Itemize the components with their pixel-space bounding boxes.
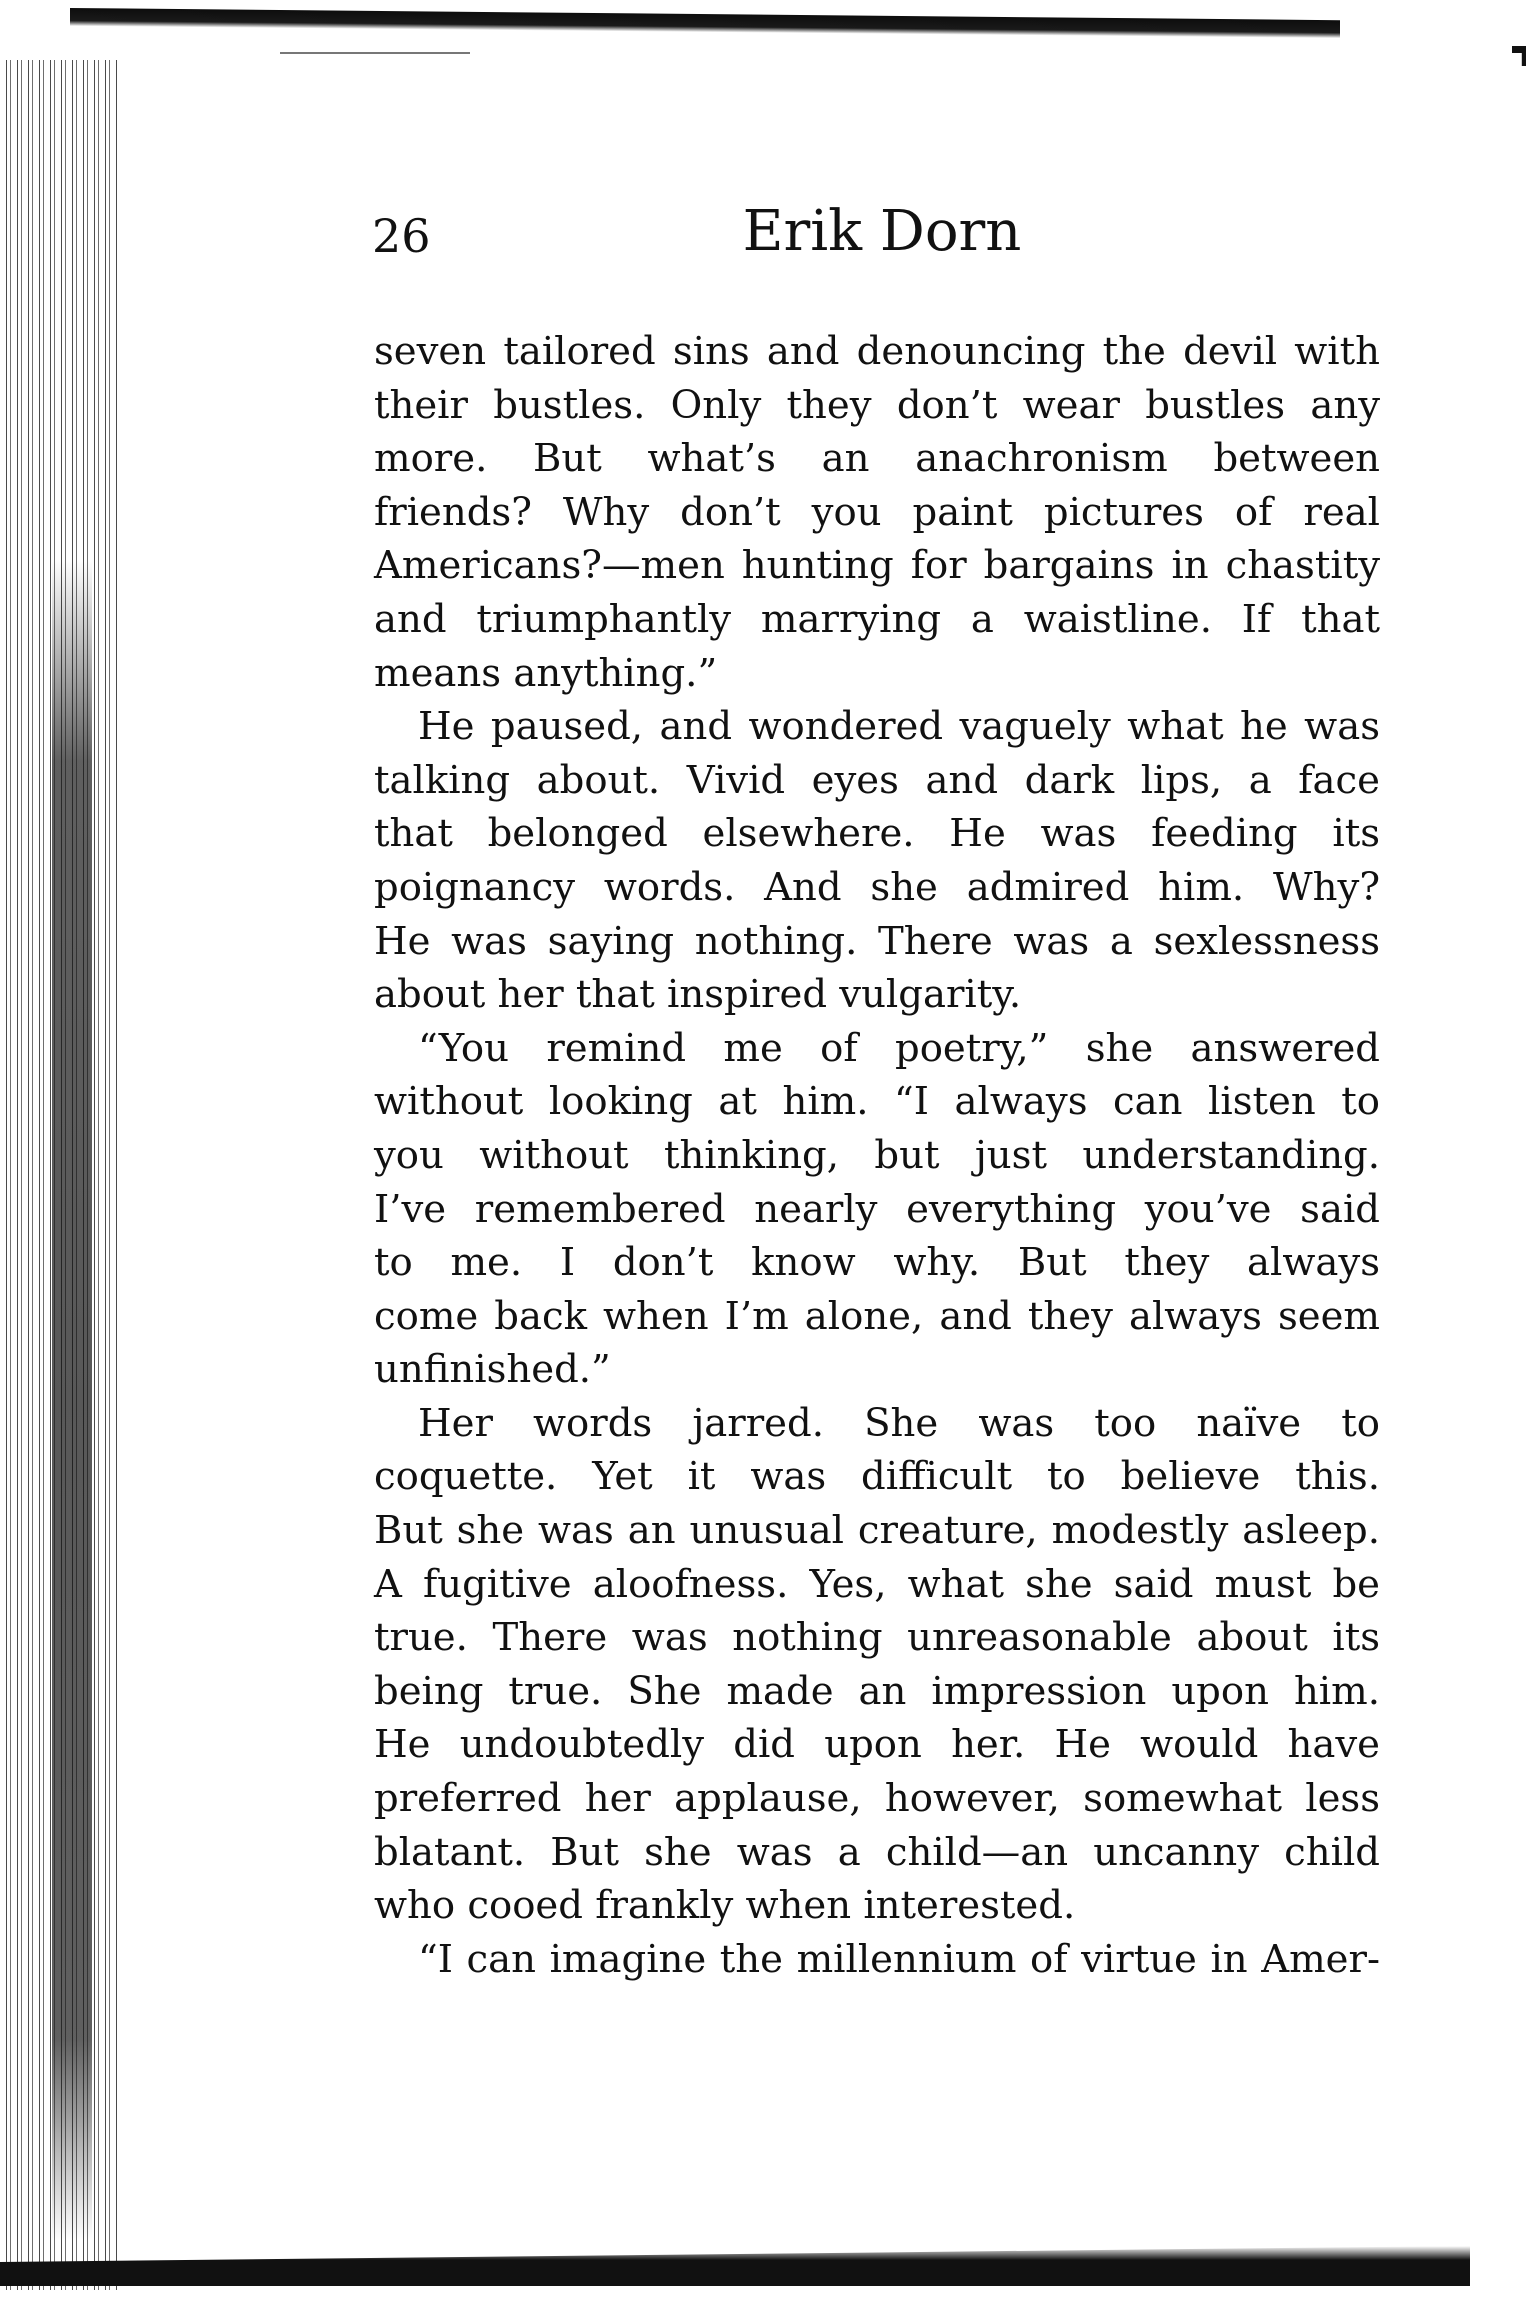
text-line: you without thinking, but just understanding. — [374, 1132, 1380, 1178]
text-line: He paused, and wondered vaguely what he was — [418, 704, 1380, 750]
text-line: He undoubtedly did upon her. He would have — [374, 1722, 1380, 1768]
scan-top-rule — [70, 8, 1340, 38]
text-line: But she was an unusual creature, modestly asleep. — [374, 1508, 1380, 1554]
scan-bottom-rule — [0, 2246, 1470, 2286]
text-line: poignancy words. And she admired him. Why? — [374, 864, 1380, 910]
text-line: come back when I’m alone, and they always seem — [374, 1293, 1380, 1339]
text-line: preferred her applause, however, somewhat less — [374, 1776, 1380, 1822]
scan-artifact-line — [280, 52, 470, 54]
text-line: coquette. Yet it was difficult to believe this. — [374, 1454, 1380, 1500]
text-line: to me. I don’t know why. But they always — [374, 1240, 1380, 1286]
text-line: friends? Why don’t you paint pictures of real — [374, 489, 1380, 535]
page-number: 26 — [372, 209, 431, 263]
body-text — [374, 325, 1380, 1986]
text-line: who cooed frankly when interested. — [374, 1883, 1076, 1929]
page-header — [372, 200, 1382, 270]
text-line: He was saying nothing. There was a sexlessness — [374, 918, 1380, 964]
text-line: seven tailored sins and denouncing the devil with — [374, 329, 1380, 374]
running-title: Erik Dorn — [742, 199, 1022, 264]
text-line: more. But what’s an anachronism between — [374, 436, 1380, 482]
text-line: “I can imagine the millennium of virtue in Amer- — [418, 1936, 1380, 1982]
text-line: Americans?—men hunting for bargains in chastity — [374, 543, 1380, 589]
text-line: true. There was nothing unreasonable about its — [374, 1615, 1380, 1661]
text-line: and triumphantly marrying a waistline. If that — [374, 596, 1380, 642]
text-line: without looking at him. “I always can listen to — [374, 1079, 1380, 1125]
text-line: unfinished.” — [374, 1347, 611, 1393]
text-line: being true. She made an impression upon him. — [374, 1668, 1380, 1714]
text-line: A fugitive aloofness. Yes, what she said must be — [374, 1561, 1380, 1607]
text-line: I’ve remembered nearly everything you’ve said — [374, 1186, 1380, 1232]
text-line: talking about. Vivid eyes and dark lips, a face — [374, 757, 1380, 803]
text-line: “You remind me of poetry,” she answered — [418, 1025, 1380, 1071]
text-line: about her that inspired vulgarity. — [374, 972, 1022, 1018]
book-spine-shadow — [52, 560, 92, 2240]
text-line: that belonged elsewhere. He was feeding its — [374, 811, 1380, 857]
text-line: their bustles. Only they don’t wear bustles any — [374, 382, 1380, 428]
text-line: means anything.” — [374, 650, 718, 696]
text-line: Her words jarred. She was too naïve to — [418, 1400, 1380, 1446]
text-line: blatant. But she was a child—an uncanny child — [374, 1829, 1380, 1875]
scan-corner-mark — [1512, 46, 1526, 66]
